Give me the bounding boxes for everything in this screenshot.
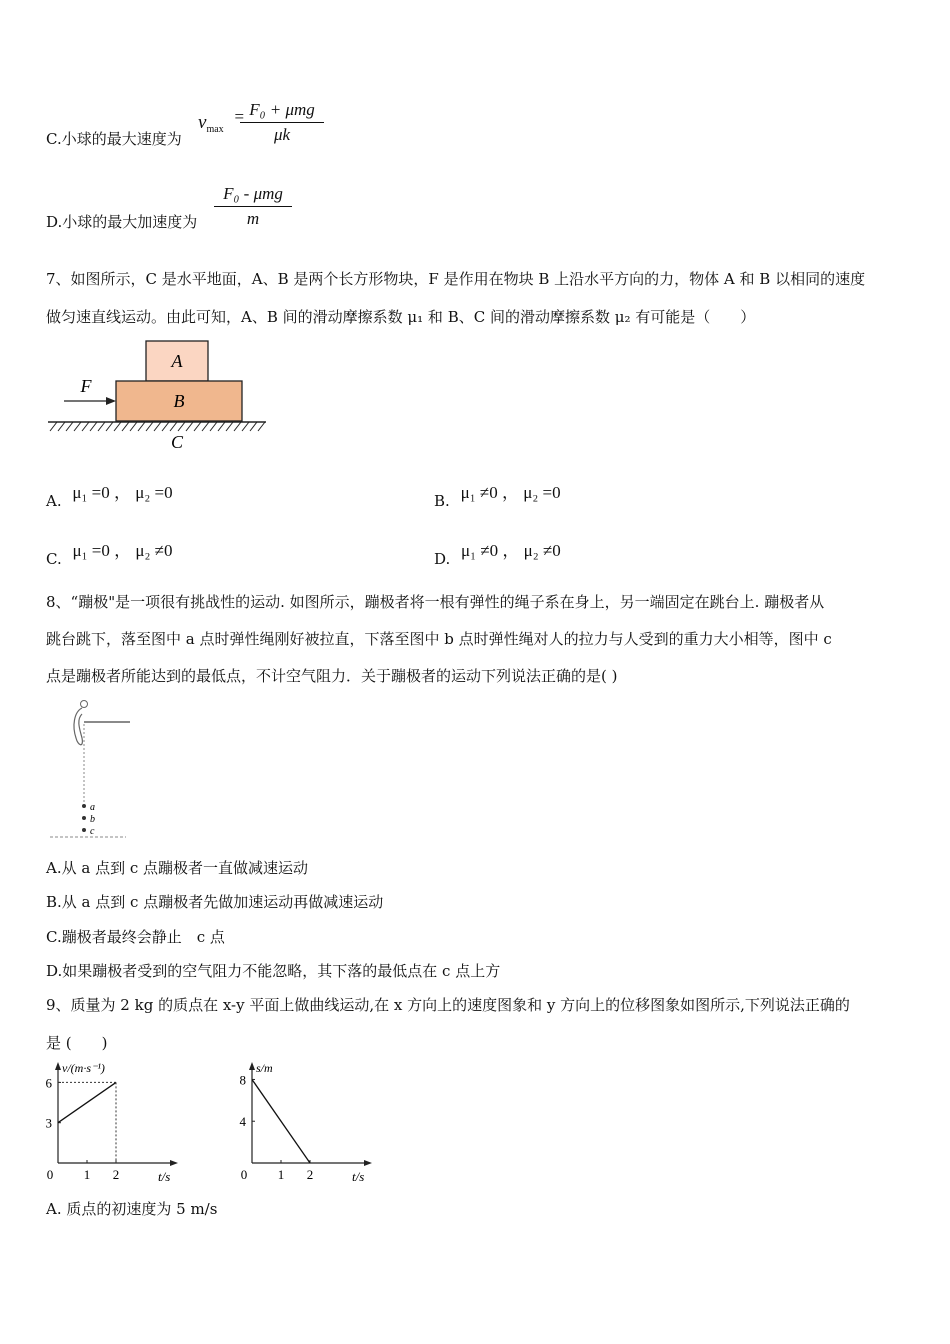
q6-option-d-text: D.小球的最大加速度为 — [46, 213, 198, 231]
chart-velocity — [40, 1060, 190, 1188]
hatch-mark — [194, 422, 201, 431]
y-tick-label: 3 — [45, 1115, 52, 1131]
q7-option-b-text: μ₁ ≠0 ， μ₂ =0 — [460, 483, 561, 502]
hatch-mark — [90, 422, 97, 431]
q7-option-d-text: μ₁ ≠0 ， μ₂ ≠0 — [461, 541, 561, 560]
x-axis-label: t/s — [352, 1169, 365, 1184]
y-axis-arrow — [55, 1062, 61, 1070]
hatch-mark — [114, 422, 121, 431]
jumper-icon — [74, 708, 82, 745]
q7-option-c-key: C. — [46, 550, 62, 568]
x-axis-arrow — [364, 1160, 372, 1166]
hatch-mark — [258, 422, 265, 431]
x-tick-label: 2 — [306, 1167, 314, 1182]
hatch-mark — [242, 422, 249, 431]
q7-option-b — [434, 478, 561, 510]
hatch-mark — [250, 422, 257, 431]
x-axis-arrow — [170, 1160, 178, 1166]
q8-stem-line2: 跳台跳下，落至图中 a 点时弹性绳刚好被拉直，下落至图中 b 点时弹性绳对人的拉力与人受到的重力大小相等，图中 c — [46, 630, 832, 648]
q7-option-b-key: B. — [434, 492, 450, 510]
x-tick-label: 2 — [112, 1167, 120, 1182]
q6-c-numerator: F₀ + μmg — [240, 100, 324, 123]
series-line — [58, 1082, 116, 1122]
y-axis-arrow — [249, 1062, 255, 1070]
jumper-head — [81, 701, 88, 708]
q9-option-a: A. 质点的初速度为 5 m/s — [46, 1200, 218, 1218]
vmax-symbol: v — [198, 112, 207, 133]
hatch-mark — [226, 422, 233, 431]
hatch-mark — [162, 422, 169, 431]
q8-option-c: C.蹦极者最终会静止 c 点 — [46, 928, 225, 946]
point-b-label: b — [90, 814, 95, 825]
q7-option-d-key: D. — [434, 550, 451, 568]
force-label: F — [80, 376, 92, 396]
hatch-mark — [234, 422, 241, 431]
point-a — [82, 804, 86, 808]
q6-option-d — [46, 211, 197, 232]
y-axis-label: s/m — [256, 1061, 273, 1075]
q8-stem-line1: 8、“蹦极"是一项很有挑战性的运动. 如图所示，蹦极者将一根有弹性的绳子系在身上，另一端固定在跳台上. 蹦极者从 — [46, 593, 825, 611]
block-b-label: B — [173, 391, 185, 411]
q8-option-b: B.从 a 点到 c 点蹦极者先做加速运动再做减速运动 — [46, 893, 384, 911]
q6-option-c — [46, 128, 182, 149]
q6-d-numerator: F₀ - μmg — [214, 184, 292, 207]
hatch-mark — [138, 422, 145, 431]
hatch-mark — [82, 422, 89, 431]
x-tick-label: 1 — [277, 1167, 285, 1182]
block-a-label: A — [171, 351, 183, 371]
ground-hatch — [50, 422, 265, 431]
hatch-mark — [58, 422, 65, 431]
x-tick-label: 0 — [46, 1167, 54, 1182]
q6-option-c-text: C.小球的最大速度为 — [46, 130, 182, 148]
hatch-mark — [210, 422, 217, 431]
hatch-mark — [106, 422, 113, 431]
point-c-label: c — [90, 826, 95, 837]
q7-option-d — [434, 536, 561, 568]
q9-stem-line1: 9、质量为 2 kg 的质点在 x-y 平面上做曲线运动,在 x 方向上的速度图象和 y 方向上的位移图象如图所示,下列说法正确的 — [46, 996, 850, 1014]
q8-stem-line3: 点是蹦极者所能达到的最低点，不计空气阻力．关于蹦极者的运动下列说法正确的是( ) — [46, 667, 618, 685]
q8-figure-bungee — [46, 690, 136, 842]
q9-stem-line2: 是 ( ) — [46, 1034, 108, 1052]
q7-option-c-text: μ₁ =0 ， μ₂ ≠0 — [72, 541, 173, 560]
q6-c-fraction — [240, 100, 324, 145]
q7-option-a-key: A. — [46, 492, 62, 510]
point-c — [82, 828, 86, 832]
q7-figure-blocks — [46, 338, 270, 454]
hatch-mark — [146, 422, 153, 431]
x-tick-label: 1 — [83, 1167, 91, 1182]
equals-sign: = — [234, 107, 245, 126]
hatch-mark — [186, 422, 193, 431]
hatch-mark — [122, 422, 129, 431]
q6-d-fraction — [214, 184, 292, 229]
point-b — [82, 816, 86, 820]
y-tick-label: 6 — [45, 1075, 52, 1091]
hatch-mark — [178, 422, 185, 431]
q7-option-a — [46, 478, 173, 510]
y-tick-label: 8 — [239, 1072, 246, 1088]
chart-displacement — [234, 1060, 384, 1188]
q7-stem-line2: 做匀速直线运动。由此可知，A、B 间的滑动摩擦系数 μ₁ 和 B、C 间的滑动摩擦系数 μ₂ 有可能是（ ） — [46, 308, 756, 326]
q8-option-d: D.如果蹦极者受到的空气阻力不能忽略，其下落的最低点在 c 点上方 — [46, 962, 501, 980]
q7-option-c — [46, 536, 173, 568]
q7-stem-line1: 7、如图所示，C 是水平地面，A、B 是两个长方形物块，F 是作用在物块 B 上沿水平方向的力，物体 A 和 B 以相同的速度 — [46, 270, 866, 288]
x-axis-label: t/s — [158, 1169, 171, 1184]
hatch-mark — [50, 422, 57, 431]
hatch-mark — [66, 422, 73, 431]
point-a-label: a — [90, 802, 95, 813]
hatch-mark — [218, 422, 225, 431]
y-tick-label: 4 — [239, 1114, 246, 1130]
q6-c-denominator: μk — [273, 125, 291, 144]
hatch-mark — [130, 422, 137, 431]
y-axis-label: v/(m·s⁻¹) — [62, 1061, 105, 1075]
hatch-mark — [154, 422, 161, 431]
vmax-subscript: max — [206, 124, 224, 135]
ground-label: C — [170, 432, 184, 452]
series-line — [252, 1079, 310, 1163]
hatch-mark — [170, 422, 177, 431]
q8-option-a: A.从 a 点到 c 点蹦极者一直做减速运动 — [46, 859, 309, 877]
q6-option-c-formula — [198, 107, 245, 135]
q6-d-denominator: m — [246, 209, 260, 228]
force-arrow-head — [106, 397, 116, 405]
x-tick-label: 0 — [240, 1167, 248, 1182]
hatch-mark — [74, 422, 81, 431]
hatch-mark — [98, 422, 105, 431]
hatch-mark — [202, 422, 209, 431]
q7-option-a-text: μ₁ =0 ， μ₂ =0 — [72, 483, 173, 502]
